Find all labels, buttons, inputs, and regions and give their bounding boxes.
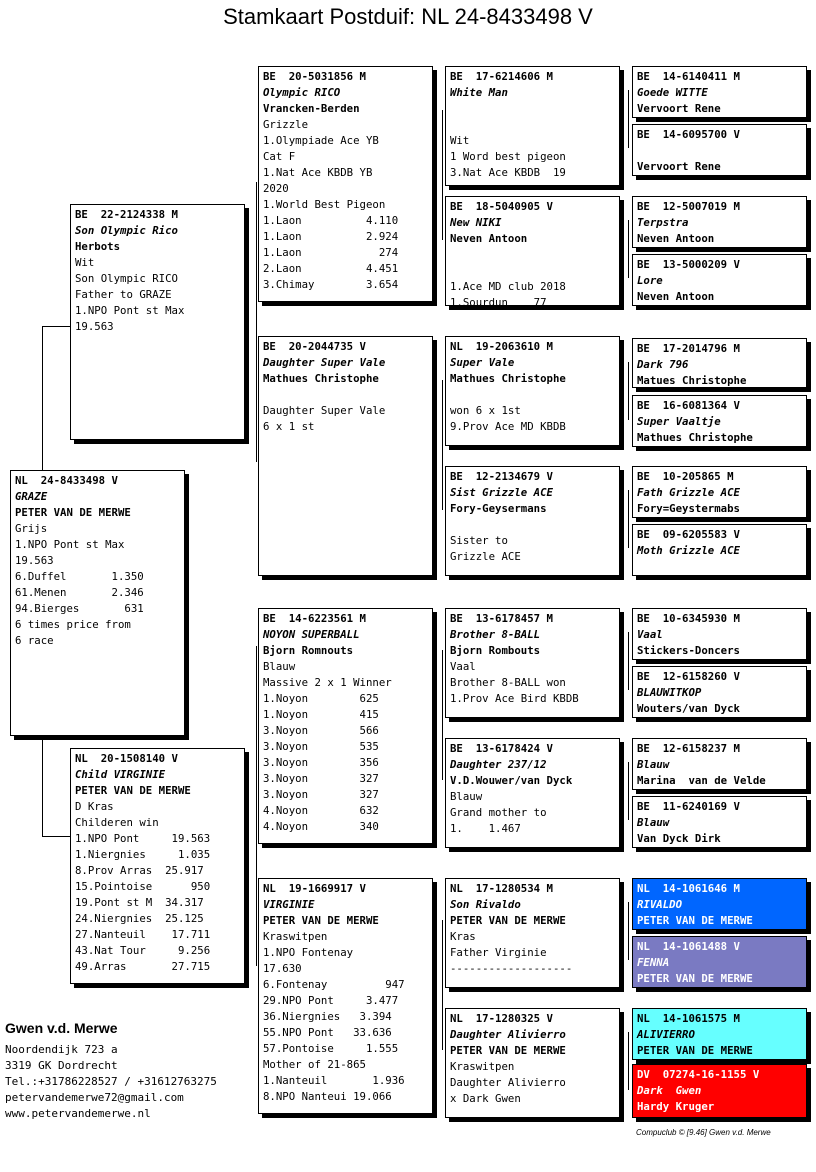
connector-line [628, 90, 629, 148]
pigeon-card-g11[interactable] [632, 738, 807, 790]
pigeon-card-mf[interactable] [258, 608, 433, 844]
ring-number: NL 14-1061646 M [637, 882, 740, 895]
pigeon-card-mmf[interactable] [445, 878, 620, 988]
card-line: Daughter Alivierro [450, 1076, 566, 1089]
connector-line [442, 380, 443, 510]
owner-name: Fory-Geysermans [450, 502, 547, 515]
card-line: 6 x 1 st [263, 420, 315, 433]
pigeon-name: Son Olympic Rico [75, 224, 178, 237]
pigeon-card-g16[interactable] [632, 1064, 807, 1118]
pigeon-name: Vaal [637, 628, 663, 641]
pigeon-card-mfm[interactable] [445, 738, 620, 848]
pigeon-name: Child VIRGINIE [75, 768, 166, 781]
card-line: 1.Laon 4.110 [263, 214, 399, 227]
connector-line [628, 762, 629, 820]
card-line [450, 117, 615, 133]
owner-name: Bjorn Romnouts [263, 644, 354, 657]
pigeon-card-fm[interactable] [258, 336, 433, 576]
card-line: 19.563 [75, 320, 114, 333]
footer-credit: Compuclub © [9.46] Gwen v.d. Merwe [636, 1128, 771, 1137]
card-line: 3.Noyon 327 [263, 788, 379, 801]
pigeon-card-mother[interactable] [70, 748, 245, 984]
card-line: 1.Ace MD club 2018 [450, 280, 566, 293]
pigeon-card-g4[interactable] [632, 254, 807, 306]
pigeon-card-g2[interactable] [632, 124, 807, 176]
ring-number: BE 17-2014796 M [637, 342, 740, 355]
pigeon-name: Brother 8-BALL [450, 628, 541, 641]
card-line: 61.Menen 2.346 [15, 586, 144, 599]
card-line: 55.NPO Pont 33.636 [263, 1026, 392, 1039]
card-line: 36.Niergnies 3.394 [263, 1010, 392, 1023]
card-line: 2020 [263, 182, 289, 195]
connector-line [628, 362, 629, 420]
ring-number: BE 10-6345930 M [637, 612, 740, 625]
pigeon-card-fmf[interactable] [445, 336, 620, 446]
connector-line [628, 1032, 629, 1090]
pigeon-name: White Man [450, 86, 508, 99]
card-line: 19.563 [15, 554, 54, 567]
ring-number: BE 20-2044735 V [263, 340, 366, 353]
connector-line [442, 110, 443, 240]
pigeon-card-fmm[interactable] [445, 466, 620, 576]
card-line: 49.Arras 27.715 [75, 960, 211, 973]
card-line: x Dark Gwen [450, 1092, 521, 1105]
pigeon-name: Dark 796 [637, 358, 689, 371]
owner-name: Marina van de Velde [637, 774, 766, 787]
pigeon-name: Super Vaaltje [637, 415, 721, 428]
card-line: Blauw [450, 790, 483, 803]
ring-number: NL 17-1280534 M [450, 882, 553, 895]
card-line [450, 517, 615, 533]
ring-number: BE 12-6158237 M [637, 742, 740, 755]
owner-name: Hardy Kruger [637, 1100, 715, 1113]
card-line: Father Virginie [450, 946, 547, 959]
pigeon-card-father[interactable] [70, 204, 245, 440]
owner-name: PETER VAN DE MERWE [637, 1044, 753, 1057]
card-line: 6 times price from [15, 618, 131, 631]
card-line: Vaal [450, 660, 476, 673]
ring-number: DV 07274-16-1155 V [637, 1068, 760, 1081]
pigeon-card-ff[interactable] [258, 66, 433, 302]
owner-name: Mathues Christophe [450, 372, 566, 385]
card-line [450, 263, 615, 279]
ring-number: BE 11-6240169 V [637, 800, 740, 813]
card-line: Childeren win [75, 816, 159, 829]
ring-number: BE 22-2124338 M [75, 208, 178, 221]
breeder-website[interactable]: www.petervandemerwe.nl [5, 1107, 151, 1120]
card-line: 2.Laon 4.451 [263, 262, 399, 275]
card-line: 1.Nat Ace KBDB YB [263, 166, 373, 179]
ring-number: BE 10-205865 M [637, 470, 734, 483]
card-line: 15.Pointoise 950 [75, 880, 211, 893]
card-line: Mother of 21-865 [263, 1058, 366, 1071]
card-line: 94.Bierges 631 [15, 602, 144, 615]
connector-line [628, 220, 629, 278]
owner-name: Matues Christophe [637, 374, 747, 387]
pigeon-name: Blauw [637, 816, 670, 829]
owner-name: Mathues Christophe [637, 431, 753, 444]
ring-number: NL 20-1508140 V [75, 752, 178, 765]
pigeon-card-g5[interactable] [632, 338, 807, 388]
card-line: Grizzle ACE [450, 550, 521, 563]
card-line: won 6 x 1st [450, 404, 521, 417]
card-line: 3.Chimay 3.654 [263, 278, 399, 291]
ring-number: BE 14-6095700 V [637, 128, 740, 141]
breeder-city: 3319 GK Dordrecht [5, 1059, 118, 1072]
card-line: 17.630 [263, 962, 302, 975]
card-line: 3.Nat Ace KBDB 19 [450, 166, 566, 179]
card-line: 1.Laon 274 [263, 246, 399, 259]
card-line: Brother 8-BALL won [450, 676, 566, 689]
owner-name: Neven Antoon [450, 232, 528, 245]
card-line: D Kras [75, 800, 114, 813]
owner-name: PETER VAN DE MERWE [637, 972, 753, 985]
pigeon-card-g14[interactable] [632, 936, 807, 988]
connector-line [628, 490, 629, 548]
pigeon-card-g6[interactable] [632, 395, 807, 447]
owner-name: PETER VAN DE MERWE [450, 1044, 566, 1057]
ring-number: NL 14-1061488 V [637, 940, 740, 953]
ring-number: BE 18-5040905 V [450, 200, 553, 213]
ring-number: BE 12-5007019 M [637, 200, 740, 213]
card-line: 3.Noyon 356 [263, 756, 379, 769]
ring-number: NL 17-1280325 V [450, 1012, 553, 1025]
pigeon-name: Lore [637, 274, 663, 287]
card-line: 57.Pontoise 1.555 [263, 1042, 399, 1055]
pigeon-card-g9[interactable] [632, 608, 807, 660]
card-line: Grizzle [263, 118, 309, 131]
card-line: 6.Duffel 1.350 [15, 570, 144, 583]
pigeon-name: GRAZE [15, 490, 48, 503]
pigeon-card-mmm[interactable] [445, 1008, 620, 1118]
pigeon-card-g12[interactable] [632, 796, 807, 848]
card-line: Massive 2 x 1 Winner [263, 676, 392, 689]
owner-name: PETER VAN DE MERWE [15, 506, 131, 519]
connector-line [628, 902, 629, 960]
ring-number: BE 16-6081364 V [637, 399, 740, 412]
card-line: Wit [450, 134, 470, 147]
breeder-address: Noordendijk 723 a [5, 1043, 118, 1056]
card-line: 1.Noyon 415 [263, 708, 379, 721]
owner-name: PETER VAN DE MERWE [75, 784, 191, 797]
pigeon-name: Daughter Alivierro [450, 1028, 566, 1041]
ring-number: BE 20-5031856 M [263, 70, 366, 83]
owner-name: Vrancken-Berden [263, 102, 360, 115]
pigeon-card-subject[interactable] [10, 470, 185, 736]
pigeon-card-g7[interactable] [632, 466, 807, 518]
card-line: 29.NPO Pont 3.477 [263, 994, 399, 1007]
connector-line [442, 920, 443, 1050]
page-title: Stamkaart Postduif: NL 24-8433498 V [223, 4, 593, 29]
owner-name: Bjorn Rombouts [450, 644, 541, 657]
owner-name: Stickers-Doncers [637, 644, 740, 657]
card-line: 6 race [15, 634, 54, 647]
card-line [263, 387, 428, 403]
card-line: 6.Fontenay 947 [263, 978, 405, 991]
ring-number: BE 09-6205583 V [637, 528, 740, 541]
breeder-phone: Tel.:+31786228527 / +31612763275 [5, 1075, 217, 1088]
ring-number: NL 24-8433498 V [15, 474, 118, 487]
card-line: Grijs [15, 522, 48, 535]
connector-line [256, 182, 257, 462]
ring-number: BE 12-6158260 V [637, 670, 740, 683]
card-line: 4.Noyon 632 [263, 804, 379, 817]
card-line: Cat F [263, 150, 296, 163]
card-line: 9.Prov Ace MD KBDB [450, 420, 566, 433]
pigeon-name: Terpstra [637, 216, 689, 229]
owner-name: Neven Antoon [637, 290, 715, 303]
card-line: 1.NPO Pont 19.563 [75, 832, 211, 845]
pigeon-card-g3[interactable] [632, 196, 807, 248]
connector-line [628, 632, 629, 690]
connector-line [42, 836, 70, 837]
owner-name: V.D.Wouwer/van Dyck [450, 774, 573, 787]
card-line: Daughter Super Vale [263, 404, 386, 417]
ring-number: BE 13-6178424 V [450, 742, 553, 755]
pigeon-card-g8[interactable] [632, 524, 807, 576]
pigeon-name: Super Vale [450, 356, 515, 369]
pigeon-card-g10[interactable] [632, 666, 807, 718]
card-line: ------------------- [450, 962, 573, 975]
pigeon-name: Olympic RICO [263, 86, 341, 99]
pigeon-name: New NIKI [450, 216, 502, 229]
owner-name: Vervoort Rene [637, 102, 721, 115]
card-line: 1.World Best Pigeon [263, 198, 386, 211]
card-line: 3.Noyon 535 [263, 740, 379, 753]
card-line: 24.Niergnies 25.125 [75, 912, 204, 925]
card-line: Kras [450, 930, 476, 943]
ring-number: BE 12-2134679 V [450, 470, 553, 483]
pigeon-name: NOYON SUPERBALL [263, 628, 360, 641]
pigeon-name: Daughter 237/12 [450, 758, 547, 771]
owner-name: Fory=Geystermabs [637, 502, 740, 515]
card-line: 1.Nanteuil 1.936 [263, 1074, 405, 1087]
pigeon-name: Blauw [637, 758, 670, 771]
pigeon-name: Daughter Super Vale [263, 356, 386, 369]
pigeon-name: Fath Grizzle ACE [637, 486, 740, 499]
ring-number: BE 14-6223561 M [263, 612, 366, 625]
card-line: Father to GRAZE [75, 288, 172, 301]
owner-name: PETER VAN DE MERWE [263, 914, 379, 927]
breeder-email[interactable]: petervandemerwe72@gmail.com [5, 1091, 184, 1104]
card-line: 1.NPO Pont st Max [75, 304, 185, 317]
pigeon-name: FENNA [637, 956, 670, 969]
pigeon-name: BLAUWITKOP [637, 686, 702, 699]
ring-number: BE 14-6140411 M [637, 70, 740, 83]
card-line [450, 247, 615, 263]
card-line: 1 Word best pigeon [450, 150, 566, 163]
card-line: 27.Nanteuil 17.711 [75, 928, 211, 941]
connector-line [256, 646, 257, 966]
card-line: 3.Noyon 327 [263, 772, 379, 785]
card-line: 8.NPO Nanteui 19.066 [263, 1090, 392, 1103]
owner-name: Mathues Christophe [263, 372, 379, 385]
card-line: 1.NPO Fontenay [263, 946, 354, 959]
card-line: 43.Nat Tour 9.256 [75, 944, 211, 957]
card-line: 1.Niergnies 1.035 [75, 848, 211, 861]
pigeon-name: Son Rivaldo [450, 898, 521, 911]
card-line: 1. 1.467 [450, 822, 521, 835]
pigeon-name: VIRGINIE [263, 898, 315, 911]
owner-name: Van Dyck Dirk [637, 832, 721, 845]
pigeon-name: RIVALDO [637, 898, 683, 911]
ring-number: BE 13-5000209 V [637, 258, 740, 271]
breeder-info [5, 1020, 217, 1122]
pigeon-name: ALIVIERRO [637, 1028, 695, 1041]
card-line: 4.Noyon 340 [263, 820, 379, 833]
card-line: 1.Olympiade Ace YB [263, 134, 379, 147]
card-line: Wit [75, 256, 95, 269]
pigeon-name [637, 143, 802, 159]
ring-number: BE 17-6214606 M [450, 70, 553, 83]
owner-name: Neven Antoon [637, 232, 715, 245]
pigeon-card-g15[interactable] [632, 1008, 807, 1060]
card-line: Blauw [263, 660, 296, 673]
card-line: 3.Noyon 566 [263, 724, 379, 737]
pigeon-name: Dark Gwen [637, 1084, 702, 1097]
pigeon-card-g1[interactable] [632, 66, 807, 118]
owner-name [637, 559, 802, 575]
connector-line [42, 326, 70, 327]
card-line: Kraswitpen [450, 1060, 515, 1073]
owner-name: PETER VAN DE MERWE [450, 914, 566, 927]
card-line: 1.Laon 2.924 [263, 230, 399, 243]
ring-number: NL 19-1669917 V [263, 882, 366, 895]
card-line: 1.Prov Ace Bird KBDB [450, 692, 579, 705]
card-line: Kraswitpen [263, 930, 328, 943]
breeder-name: Gwen v.d. Merwe [5, 1020, 118, 1036]
ring-number: BE 13-6178457 M [450, 612, 553, 625]
card-line: 1.Noyon 625 [263, 692, 379, 705]
owner-name [450, 101, 615, 117]
owner-name: Herbots [75, 240, 121, 253]
owner-name: Vervoort Rene [637, 160, 721, 173]
pigeon-name: Moth Grizzle ACE [637, 544, 740, 557]
pigeon-name: Sist Grizzle ACE [450, 486, 553, 499]
ring-number: NL 14-1061575 M [637, 1012, 740, 1025]
card-line: Son Olympic RICO [75, 272, 178, 285]
card-line: 8.Prov Arras 25.917 [75, 864, 204, 877]
owner-name: Wouters/van Dyck [637, 702, 740, 715]
pigeon-card-fff[interactable] [445, 66, 620, 186]
card-line: Grand mother to [450, 806, 547, 819]
card-line: Sister to [450, 534, 508, 547]
connector-line [442, 650, 443, 780]
pigeon-card-ffm[interactable] [445, 196, 620, 306]
card-line: 19.Pont st M 34.317 [75, 896, 204, 909]
pigeon-card-mm[interactable] [258, 878, 433, 1114]
card-line: 1.Sourdun 77 [450, 296, 547, 306]
owner-name: PETER VAN DE MERWE [637, 914, 753, 927]
card-line: 1.NPO Pont st Max [15, 538, 125, 551]
pigeon-card-mff[interactable] [445, 608, 620, 718]
pigeon-name: Goede WITTE [637, 86, 708, 99]
card-line [450, 387, 615, 403]
ring-number: NL 19-2063610 M [450, 340, 553, 353]
pigeon-card-g13[interactable] [632, 878, 807, 930]
